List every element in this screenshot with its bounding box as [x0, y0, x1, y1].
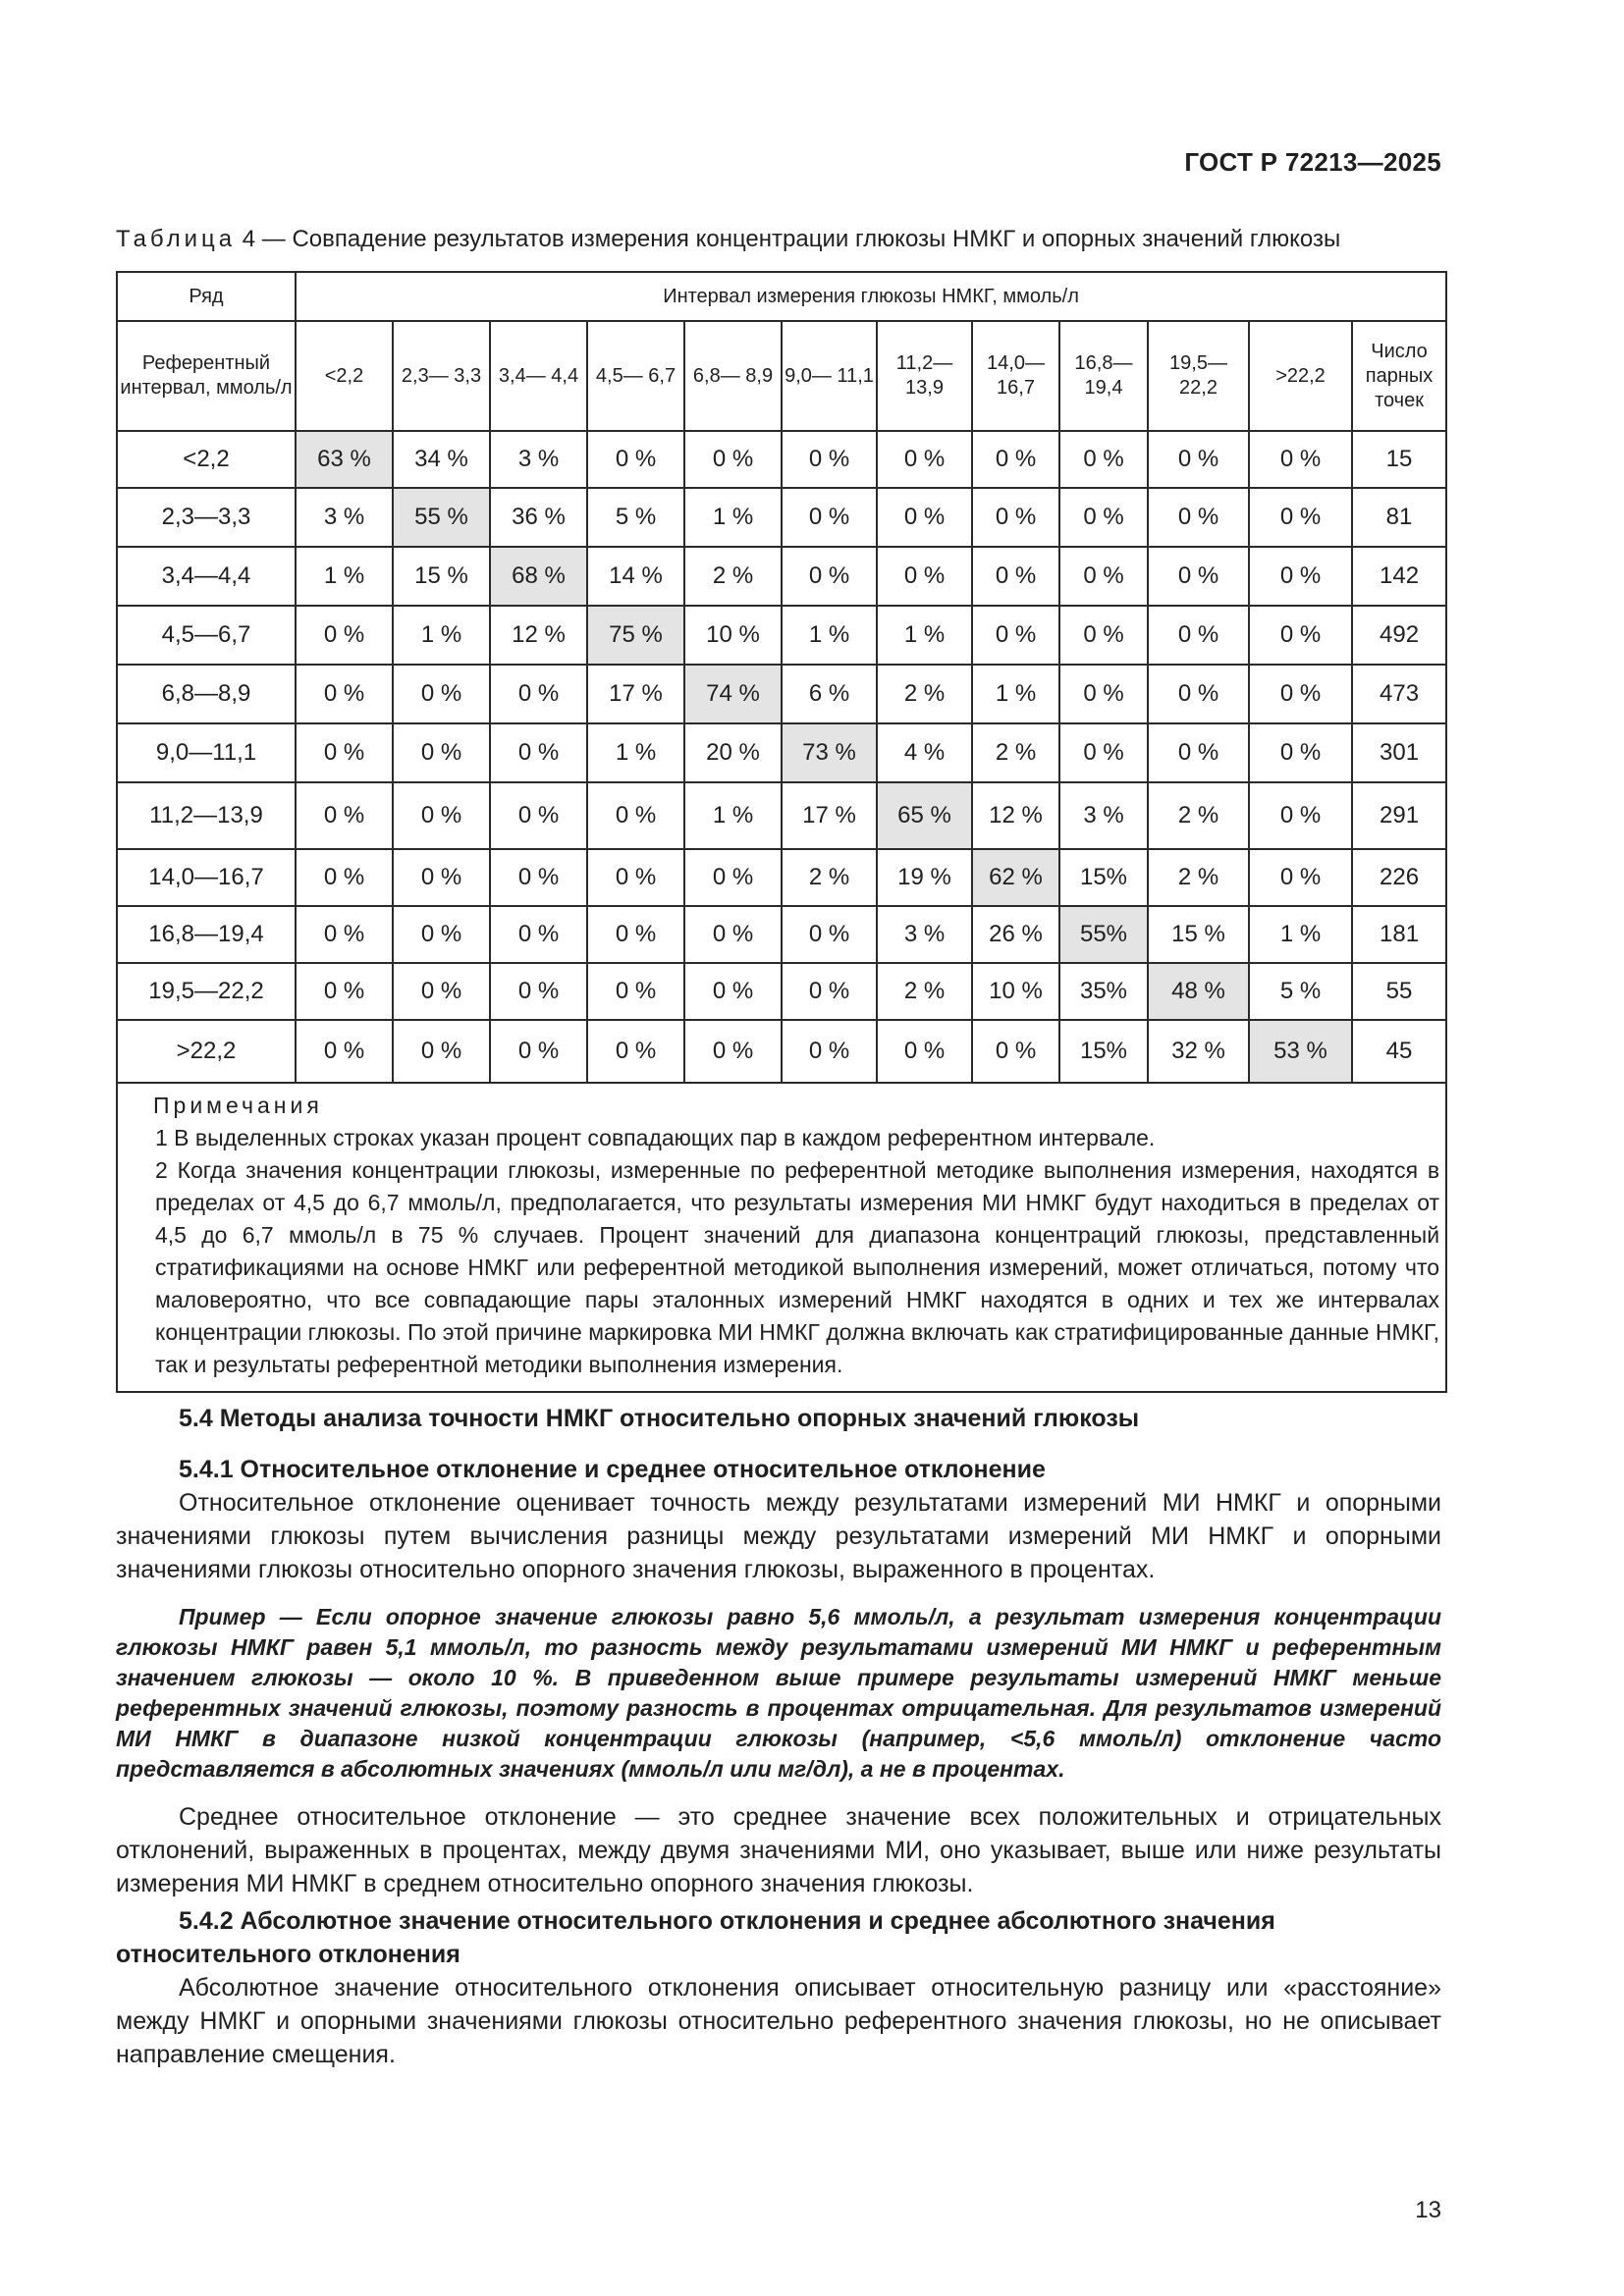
section-5-4-title: 5.4 Методы анализа точности НМКГ относительно опорных значений глюкозы [179, 1405, 1140, 1432]
table-cell: 14 % [587, 547, 684, 606]
table-cell: 32 % [1148, 1020, 1249, 1083]
table-cell-highlighted: 68 % [490, 547, 587, 606]
table-cell: 0 % [972, 1020, 1059, 1083]
table-cell: 0 % [1249, 431, 1352, 488]
table-cell: 0 % [782, 488, 877, 547]
row-label: 2,3—3,3 [117, 488, 296, 547]
table-cell: 0 % [1249, 488, 1352, 547]
table-cell: 19 % [877, 849, 972, 906]
table-caption [116, 226, 1441, 253]
row-count: 291 [1352, 782, 1446, 849]
table-cell: 2 % [877, 963, 972, 1020]
table-cell: 0 % [393, 906, 490, 963]
table-cell: 0 % [1249, 665, 1352, 723]
table-row [117, 963, 1446, 1020]
table-cell: 0 % [1148, 606, 1249, 665]
interval-header: Интервал измерения глюкозы НМКГ, ммоль/л [296, 272, 1446, 321]
table-cell: 0 % [782, 431, 877, 488]
column-header: 9,0— 11,1 [782, 321, 877, 431]
table-row [117, 906, 1446, 963]
column-header: 2,3— 3,3 [393, 321, 490, 431]
table-cell: 0 % [877, 1020, 972, 1083]
table-cell: 10 % [972, 963, 1059, 1020]
table-cell: 2 % [1148, 849, 1249, 906]
table-row [117, 606, 1446, 665]
row-count: 55 [1352, 963, 1446, 1020]
table-cell: 0 % [393, 1020, 490, 1083]
table-cell: 0 % [1148, 665, 1249, 723]
table-cell: 6 % [782, 665, 877, 723]
table-cell: 5 % [1249, 963, 1352, 1020]
table-cell: 0 % [587, 963, 684, 1020]
table-cell: 0 % [1249, 723, 1352, 782]
table-cell: 17 % [782, 782, 877, 849]
table-cell: 0 % [393, 665, 490, 723]
section-5-4-2-title: 5.4.2 Абсолютное значение относительного отклонения и среднее абсолютного значения относительного отклонения [116, 1907, 1275, 1968]
table-cell: 0 % [490, 723, 587, 782]
table-cell: 10 % [684, 606, 782, 665]
table-cell: 0 % [296, 665, 393, 723]
table-cell: 2 % [972, 723, 1059, 782]
table-row [117, 547, 1446, 606]
column-header: 3,4— 4,4 [490, 321, 587, 431]
column-header: 11,2— 13,9 [877, 321, 972, 431]
table-cell: 0 % [1249, 547, 1352, 606]
table-cell: 5 % [587, 488, 684, 547]
table-row [117, 431, 1446, 488]
table-cell: 15% [1059, 849, 1148, 906]
table-cell: 3 % [490, 431, 587, 488]
table-cell: 0 % [782, 547, 877, 606]
section-5-4-1-example: Пример — Если опорное значение глюкозы равно 5,6 ммоль/л, а результат измерения концентрации глюкозы НМКГ равен 5,1 ммоль/л, то разность между результатами измерений МИ НМКГ и референтным значением глюкозы — около 10 %. В приведенном выше примере результаты измерений НМКГ меньше референтных значений глюкозы, поэтому разность в процентах отрицательная. Для результатов измерений МИ НМКГ в диапазоне низкой концентрации глюкозы (например, <5,6 ммоль/л) отклонение часто представляется в абсолютных значениях (ммоль/л или мг/дл), а не в процентах. [116, 1604, 1441, 1782]
table-cell: 1 % [782, 606, 877, 665]
row-count: 492 [1352, 606, 1446, 665]
row-count: 15 [1352, 431, 1446, 488]
table-cell-highlighted: 62 % [972, 849, 1059, 906]
column-header: 6,8— 8,9 [684, 321, 782, 431]
column-header: <2,2 [296, 321, 393, 431]
table-cell: 17 % [587, 665, 684, 723]
row-count: 473 [1352, 665, 1446, 723]
table-cell: 0 % [296, 906, 393, 963]
table-cell: 0 % [1148, 488, 1249, 547]
table-cell: 34 % [393, 431, 490, 488]
table-notes [117, 1083, 1446, 1392]
table-cell-highlighted: 63 % [296, 431, 393, 488]
table-cell-highlighted: 55% [1059, 906, 1148, 963]
column-header: 16,8— 19,4 [1059, 321, 1148, 431]
table-cell: 0 % [490, 906, 587, 963]
table-cell: 4 % [877, 723, 972, 782]
row-count: 45 [1352, 1020, 1446, 1083]
table-cell: 0 % [684, 906, 782, 963]
table-cell-highlighted: 73 % [782, 723, 877, 782]
row-label: 4,5—6,7 [117, 606, 296, 665]
table-cell: 12 % [490, 606, 587, 665]
table-cell: 0 % [684, 963, 782, 1020]
count-header: Число парных точек [1352, 321, 1446, 431]
table-cell-highlighted: 75 % [587, 606, 684, 665]
table-cell: 2 % [684, 547, 782, 606]
table-cell: 0 % [782, 906, 877, 963]
table-cell: 0 % [1059, 431, 1148, 488]
table-cell: 0 % [972, 431, 1059, 488]
table-row [117, 665, 1446, 723]
column-header: >22,2 [1249, 321, 1352, 431]
table-cell: 1 % [296, 547, 393, 606]
table-cell: 0 % [1059, 547, 1148, 606]
table-cell: 0 % [1059, 723, 1148, 782]
table-caption-text: 4 — Совпадение результатов измерения концентрации глюкозы НМКГ и опорных значений глюкозы [236, 226, 1341, 252]
row-count: 142 [1352, 547, 1446, 606]
table-cell: 0 % [782, 1020, 877, 1083]
table-caption-prefix: Таблица [116, 226, 237, 252]
table-cell-highlighted: 53 % [1249, 1020, 1352, 1083]
table-cell: 0 % [1059, 488, 1148, 547]
section-5-4-1-paragraph-2: Среднее относительное отклонение — это среднее значение всех положительных и отрицательных отклонений, выраженных в процентах, между двумя значениями МИ, оно указывает, выше или ниже результаты измерения МИ НМКГ в среднем относительно опорного значения глюкозы. [116, 1803, 1441, 1897]
table-row [117, 1020, 1446, 1083]
notes-title: Примечания [153, 1093, 323, 1118]
row-label: 16,8—19,4 [117, 906, 296, 963]
row-label: >22,2 [117, 1020, 296, 1083]
row-label: 3,4—4,4 [117, 547, 296, 606]
table-cell: 0 % [1059, 665, 1148, 723]
table-cell: 0 % [782, 963, 877, 1020]
table-cell-highlighted: 48 % [1148, 963, 1249, 1020]
table-cell: 3 % [296, 488, 393, 547]
table-cell: 0 % [1148, 431, 1249, 488]
note-1: 1 В выделенных строках указан процент совпадающих пар в каждом референтном интервале. [155, 1125, 1156, 1150]
table-cell: 0 % [1249, 782, 1352, 849]
table-cell: 0 % [1148, 723, 1249, 782]
table-cell: 15 % [1148, 906, 1249, 963]
table-cell: 0 % [296, 782, 393, 849]
table-cell-highlighted: 74 % [684, 665, 782, 723]
table-cell: 0 % [296, 1020, 393, 1083]
table-cell: 15% [1059, 1020, 1148, 1083]
table-cell: 0 % [490, 963, 587, 1020]
table-cell: 0 % [587, 431, 684, 488]
table-cell: 0 % [684, 1020, 782, 1083]
table-cell: 0 % [972, 488, 1059, 547]
table-cell: 0 % [877, 547, 972, 606]
table-cell: 36 % [490, 488, 587, 547]
table-cell: 1 % [587, 723, 684, 782]
table-cell: 0 % [684, 431, 782, 488]
row-label: 6,8—8,9 [117, 665, 296, 723]
document-code: ГОСТ Р 72213—2025 [1184, 147, 1441, 177]
table-cell: 20 % [684, 723, 782, 782]
table-cell: 0 % [490, 1020, 587, 1083]
table-cell: 2 % [877, 665, 972, 723]
table-cell: 26 % [972, 906, 1059, 963]
row-count: 81 [1352, 488, 1446, 547]
table-cell: 0 % [684, 849, 782, 906]
table-cell: 0 % [587, 782, 684, 849]
table-cell: 0 % [296, 723, 393, 782]
row-count: 226 [1352, 849, 1446, 906]
row-count: 181 [1352, 906, 1446, 963]
table-cell: 0 % [587, 906, 684, 963]
table-cell: 0 % [587, 849, 684, 906]
table-cell: 0 % [490, 782, 587, 849]
table-cell: 3 % [877, 906, 972, 963]
column-header: 4,5— 6,7 [587, 321, 684, 431]
column-header: 14,0— 16,7 [972, 321, 1059, 431]
table-cell: 2 % [1148, 782, 1249, 849]
table-cell: 0 % [587, 1020, 684, 1083]
row-label: 14,0—16,7 [117, 849, 296, 906]
section-5-4-2-paragraph-1: Абсолютное значение относительного отклонения описывает относительную разницу или «расстояние» между НМКГ и опорными значениями глюкозы относительно референтного значения глюкозы, но не описывает направление смещения. [116, 1974, 1441, 2068]
table-cell: 0 % [972, 606, 1059, 665]
table-cell: 0 % [490, 665, 587, 723]
table-cell: 1 % [684, 782, 782, 849]
ref-interval-header: Референтный интервал, ммоль/л [117, 321, 296, 431]
table-cell: 1 % [877, 606, 972, 665]
row-label: 19,5—22,2 [117, 963, 296, 1020]
table-cell: 35% [1059, 963, 1148, 1020]
table-cell: 0 % [1059, 606, 1148, 665]
page-number: 13 [1415, 2197, 1441, 2223]
table-cell: 0 % [1249, 849, 1352, 906]
table-cell-highlighted: 55 % [393, 488, 490, 547]
table-cell: 0 % [393, 723, 490, 782]
section-5-4-1-paragraph-1: Относительное отклонение оценивает точность между результатами измерений МИ НМКГ и опорными значениями глюкозы путем вычисления разницы между результатами измерений МИ НМКГ и опорными значениями глюкозы относительно опорного значения глюкозы, выраженного в процентах. [116, 1489, 1441, 1583]
table-cell: 1 % [1249, 906, 1352, 963]
table-row [117, 849, 1446, 906]
row-label: <2,2 [117, 431, 296, 488]
table-cell-highlighted: 65 % [877, 782, 972, 849]
table-cell: 0 % [1249, 606, 1352, 665]
table-cell: 15 % [393, 547, 490, 606]
glucose-concordance-table [116, 271, 1447, 1393]
table-cell: 2 % [782, 849, 877, 906]
row-label: 11,2—13,9 [117, 782, 296, 849]
table-row [117, 723, 1446, 782]
table-cell: 0 % [877, 488, 972, 547]
table-cell: 0 % [296, 849, 393, 906]
table-cell: 0 % [393, 963, 490, 1020]
row-count: 301 [1352, 723, 1446, 782]
table-cell: 12 % [972, 782, 1059, 849]
table-row [117, 488, 1446, 547]
table-cell: 0 % [393, 782, 490, 849]
table-cell: 0 % [1148, 547, 1249, 606]
table-cell: 0 % [296, 606, 393, 665]
table-cell: 0 % [393, 849, 490, 906]
table-cell: 0 % [877, 431, 972, 488]
table-cell: 1 % [393, 606, 490, 665]
table-row [117, 782, 1446, 849]
table-cell: 1 % [684, 488, 782, 547]
note-2: 2 Когда значения концентрации глюкозы, измеренные по референтной методике выполнения измерения, находятся в пределах от 4,5 до 6,7 ммоль/л, предполагается, что результаты измерения МИ НМКГ будут находиться в пределах от 4,5 до 6,7 ммоль/л в 75 % случаев. Процент значений для диапазона концентраций глюкозы, представленный стратификациями на основе НМКГ или референтной методикой выполнения измерений, может отличаться, потому что маловероятно, что все совпадающие пары эталонных измерений НМКГ находятся в одних и тех же интервалах концентрации глюкозы. По этой причине маркировка МИ НМКГ должна включать как стратифицированные данные НМКГ, так и результаты референтной методики выполнения измерения. [155, 1157, 1440, 1377]
row-label: 9,0—11,1 [117, 723, 296, 782]
table-cell: 1 % [972, 665, 1059, 723]
column-header: 19,5— 22,2 [1148, 321, 1249, 431]
table-cell: 0 % [972, 547, 1059, 606]
body-text [116, 1402, 1441, 2071]
table-cell: 3 % [1059, 782, 1148, 849]
section-5-4-1-title: 5.4.1 Относительное отклонение и среднее относительное отклонение [179, 1456, 1046, 1483]
table-cell: 0 % [296, 963, 393, 1020]
table-cell: 0 % [490, 849, 587, 906]
row-header: Ряд [117, 272, 296, 321]
